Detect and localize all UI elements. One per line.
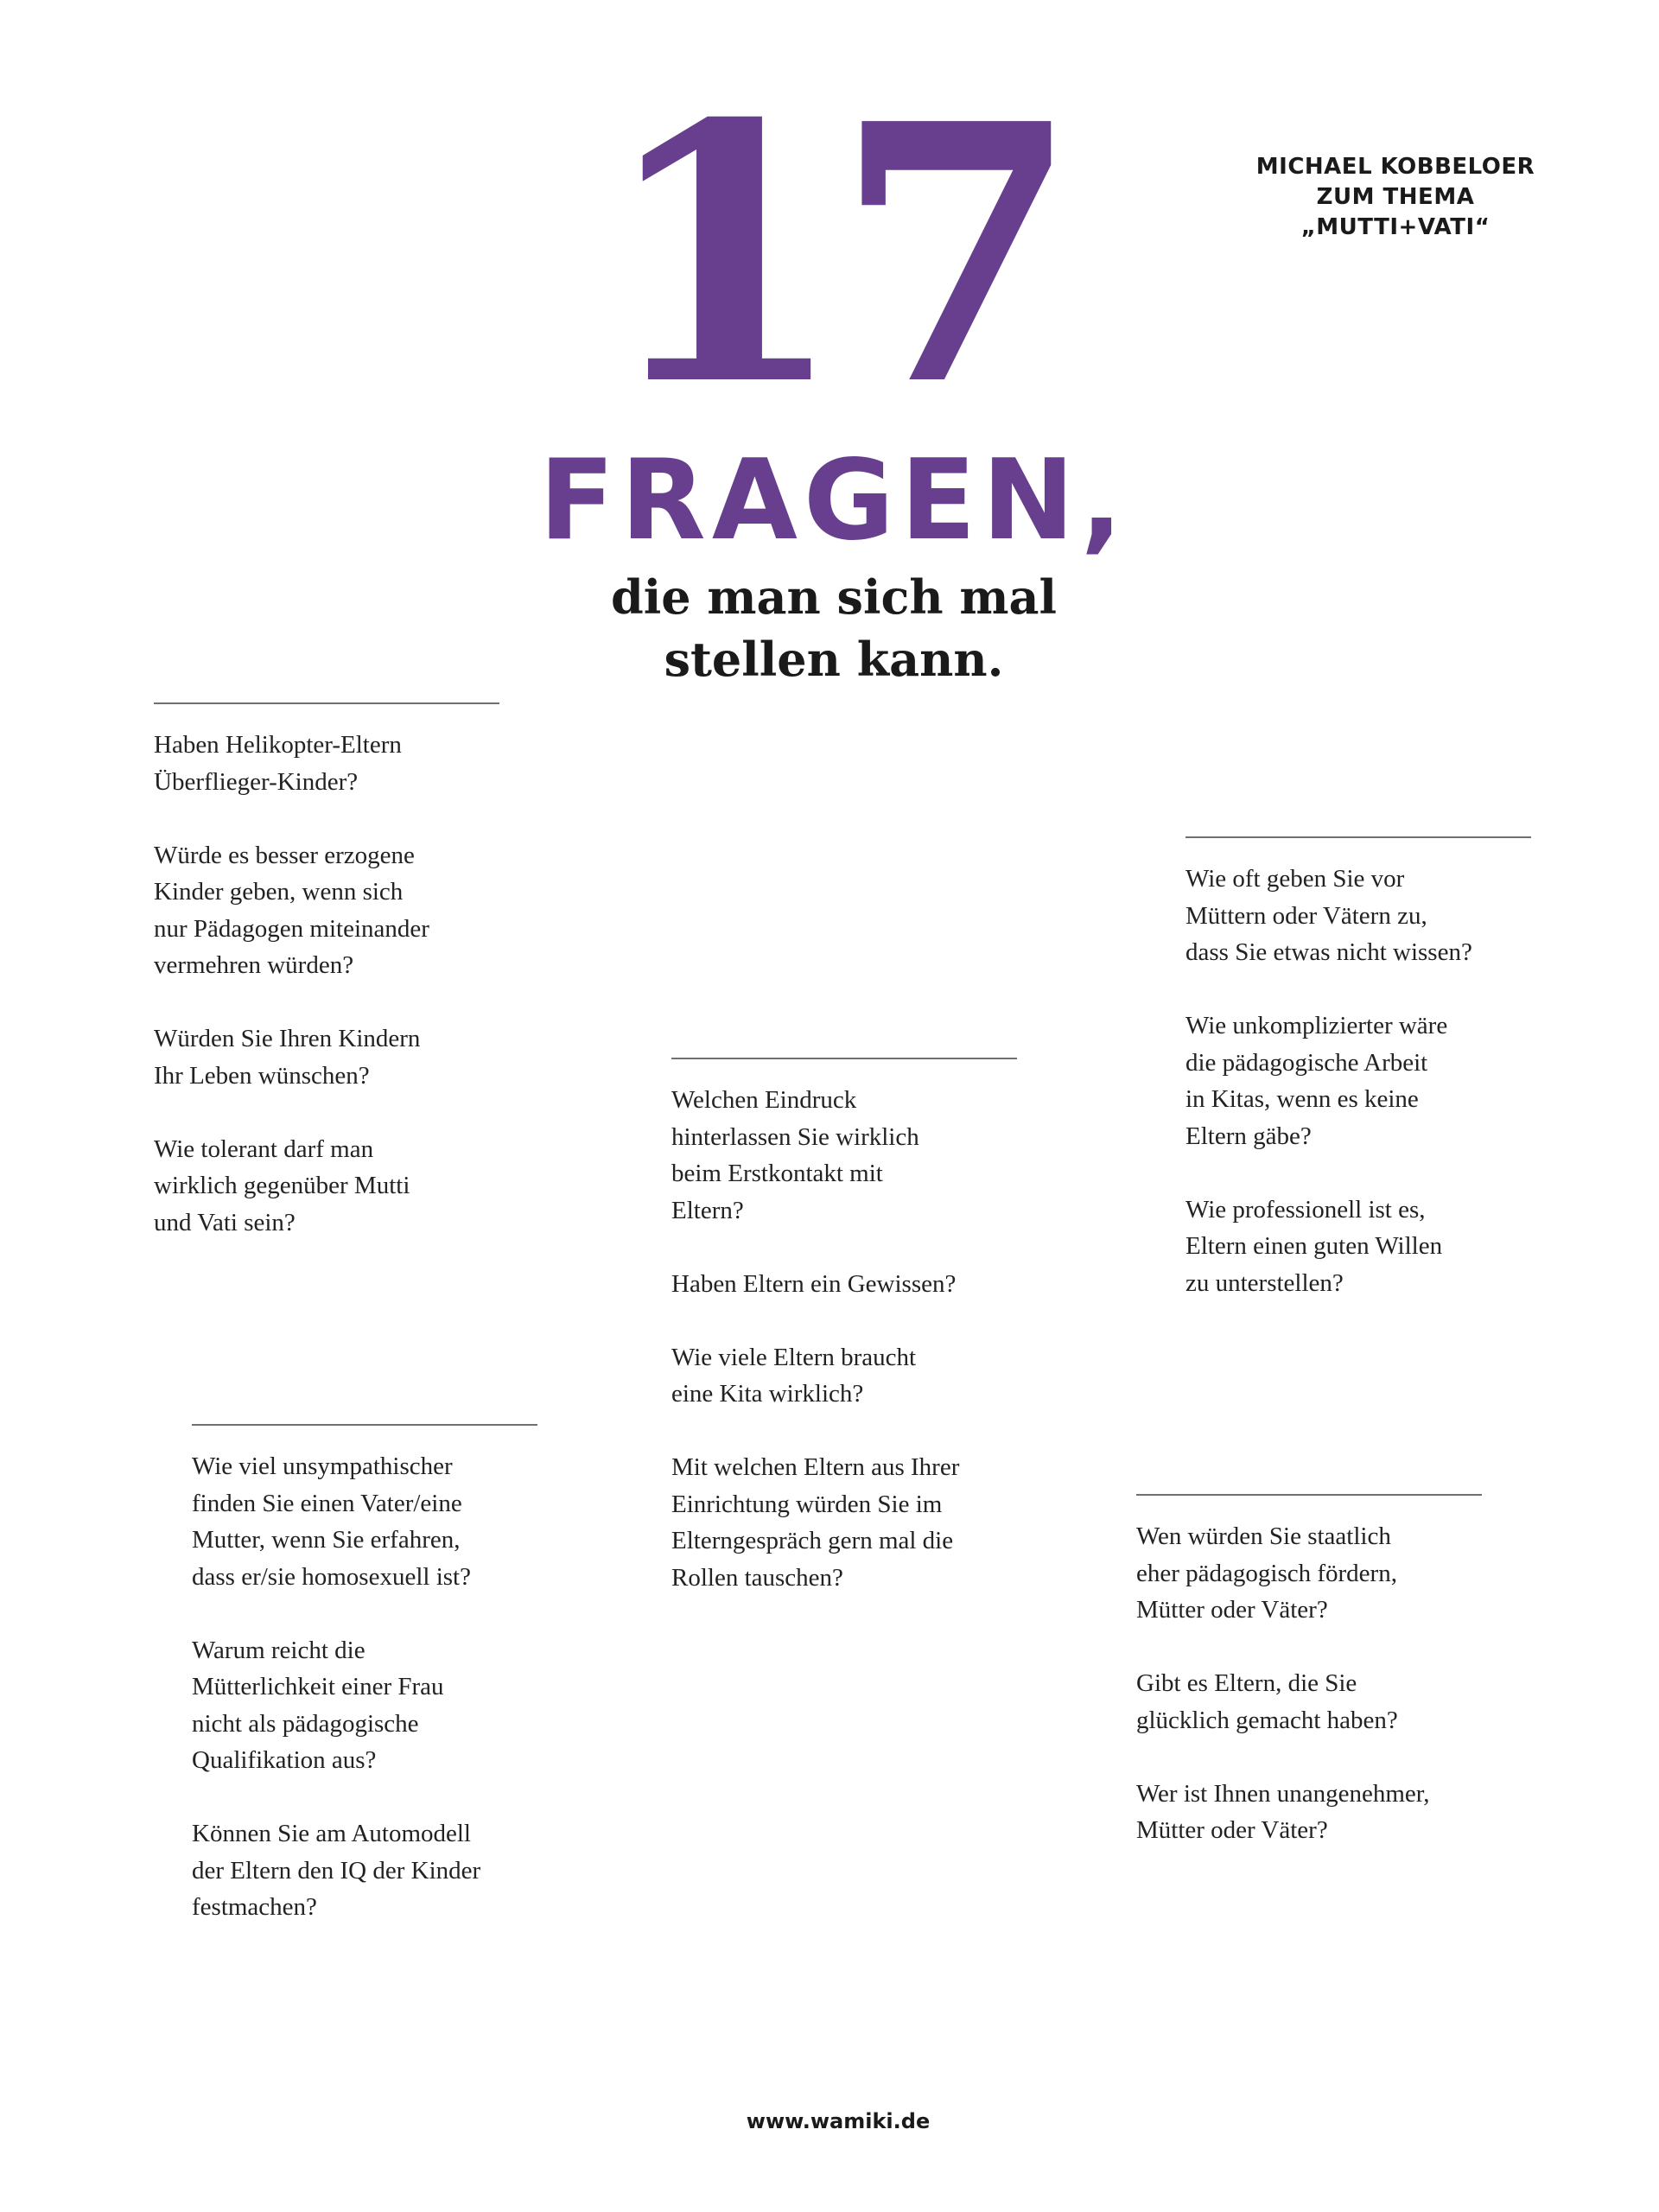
question-line: Überflieger-Kinder? bbox=[154, 767, 359, 796]
website-link[interactable]: www.wamiki.de bbox=[746, 2109, 931, 2133]
question-line: beim Erstkontakt mit bbox=[671, 1160, 883, 1187]
question bbox=[192, 1632, 537, 1779]
question-line: Elterngespräch gern mal die bbox=[671, 1527, 954, 1554]
question bbox=[192, 1815, 537, 1926]
question-line: der Eltern den IQ der Kinder bbox=[192, 1856, 481, 1885]
question bbox=[1136, 1518, 1482, 1629]
question-line: Mütter oder Väter? bbox=[1136, 1816, 1328, 1844]
question-line: Wie professionell ist es, bbox=[1185, 1195, 1426, 1224]
question-line: Haben Helikopter-Eltern bbox=[154, 731, 402, 759]
question bbox=[1185, 1007, 1531, 1154]
question-line: nur Pädagogen miteinander bbox=[154, 914, 429, 943]
question-line: Wie oft geben Sie vor bbox=[1185, 865, 1405, 893]
question-block bbox=[1185, 836, 1531, 1301]
question-line: Haben Eltern ein Gewissen? bbox=[671, 1269, 957, 1298]
question-line: Wie viel unsympathischer bbox=[192, 1452, 453, 1480]
question-line: Müttern oder Vätern zu, bbox=[1185, 901, 1427, 930]
question-line: vermehren würden? bbox=[154, 951, 354, 979]
question-line: Wie tolerant darf man bbox=[154, 1135, 374, 1163]
question-line: hinterlassen Sie wirklich bbox=[671, 1122, 919, 1151]
question-line: Wer ist Ihnen unangenehmer, bbox=[1136, 1779, 1430, 1808]
question bbox=[1185, 1192, 1531, 1302]
question-line: in Kitas, wenn es keine bbox=[1185, 1085, 1419, 1113]
question-line: zu unterstellen? bbox=[1185, 1268, 1344, 1297]
question-line: wirklich gegenüber Mutti bbox=[154, 1172, 410, 1199]
question-line: und Vati sein? bbox=[154, 1208, 296, 1236]
question-block bbox=[154, 702, 499, 1241]
question bbox=[154, 1020, 499, 1094]
question-line: Kinder geben, wenn sich bbox=[154, 878, 404, 906]
author-line: „MUTTI+VATI“ bbox=[1300, 214, 1491, 240]
question bbox=[671, 1266, 1017, 1303]
headline-word: FRAGEN, bbox=[538, 436, 1129, 565]
question-line: Würden Sie Ihren Kindern bbox=[154, 1025, 421, 1052]
question bbox=[671, 1449, 1017, 1596]
subtitle-line: stellen kann. bbox=[664, 632, 1004, 687]
question-line: dass er/sie homosexuell ist? bbox=[192, 1562, 471, 1591]
question bbox=[154, 1131, 499, 1242]
question-line: eine Kita wirklich? bbox=[671, 1380, 864, 1408]
question-line: Mütterlichkeit einer Frau bbox=[192, 1673, 444, 1700]
question-line: Mit welchen Eltern aus Ihrer bbox=[671, 1453, 960, 1481]
question-line: Welchen Eindruck bbox=[671, 1086, 857, 1114]
question bbox=[154, 837, 499, 984]
question-line: Rollen tauschen? bbox=[671, 1563, 843, 1592]
question-line: Gibt es Eltern, die Sie bbox=[1136, 1669, 1357, 1697]
question-line: Warum reicht die bbox=[192, 1636, 365, 1664]
headline-subtitle bbox=[570, 566, 1097, 690]
question-line: Mutter, wenn Sie erfahren, bbox=[192, 1526, 461, 1554]
question-line: dass Sie etwas nicht wissen? bbox=[1185, 938, 1472, 966]
author-line: MICHAEL KOBBELOER bbox=[1255, 154, 1535, 180]
question-line: eher pädagogisch fördern, bbox=[1136, 1559, 1397, 1587]
headline-number: 17 bbox=[599, 47, 1069, 463]
question bbox=[1136, 1776, 1482, 1849]
question-line: die pädagogische Arbeit bbox=[1185, 1048, 1428, 1077]
question bbox=[154, 727, 499, 800]
question-line: nicht als pädagogische bbox=[192, 1709, 419, 1738]
question-line: Eltern? bbox=[671, 1196, 744, 1224]
question bbox=[671, 1082, 1017, 1229]
question-line: Qualifikation aus? bbox=[192, 1746, 377, 1774]
question-line: Wie viele Eltern braucht bbox=[671, 1343, 917, 1371]
question-line: Wen würden Sie staatlich bbox=[1136, 1522, 1391, 1550]
question-line: Würde es besser erzogene bbox=[154, 841, 415, 869]
question-line: Einrichtung würden Sie im bbox=[671, 1490, 943, 1518]
question-line: festmachen? bbox=[192, 1893, 317, 1921]
question bbox=[1185, 861, 1531, 971]
question-line: Ihr Leben wünschen? bbox=[154, 1061, 370, 1090]
author-line: ZUM THEMA bbox=[1316, 184, 1475, 210]
question-block bbox=[671, 1058, 1017, 1596]
question bbox=[671, 1339, 1017, 1413]
question-line: finden Sie einen Vater/eine bbox=[192, 1489, 462, 1517]
question-line: Können Sie am Automodell bbox=[192, 1820, 471, 1847]
author-credit bbox=[1210, 152, 1581, 243]
question-line: Mütter oder Väter? bbox=[1136, 1596, 1328, 1624]
subtitle-line: die man sich mal bbox=[610, 569, 1058, 625]
question-block bbox=[1136, 1494, 1482, 1849]
question-line: glücklich gemacht haben? bbox=[1136, 1706, 1398, 1734]
question-line: Wie unkomplizierter wäre bbox=[1185, 1012, 1448, 1039]
question bbox=[192, 1448, 537, 1595]
question-line: Eltern gäbe? bbox=[1185, 1122, 1312, 1150]
question bbox=[1136, 1665, 1482, 1738]
question-block bbox=[192, 1424, 537, 1926]
question-line: Eltern einen guten Willen bbox=[1185, 1232, 1443, 1260]
